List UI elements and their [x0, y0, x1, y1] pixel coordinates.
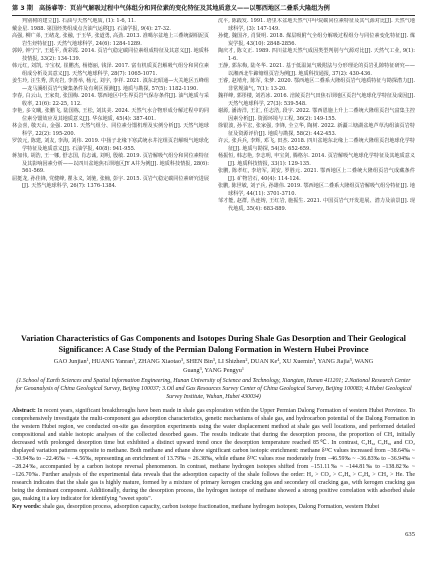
author-name: DUAN Ke	[250, 358, 278, 365]
reference-item: 魏祥峰, 郭彤楼, 刘若冰. 2016. 涪陵页岩气田焦石坝地区页岩气地球化学特征及成因[J]. 天然气地球科学, 27(3): 539-548.	[218, 93, 415, 107]
author-name: YANG Pengyu	[204, 366, 242, 374]
keywords-text: shale gas, desorption process, adsorption capacity, carbon isotope fractionation, methane hydrogen isotopes, Dalong Formation, western Hubei	[42, 504, 380, 510]
reference-item: 邹才能, 赵群, 丛连铸, 王红岩, 施振生. 2021. 中国页岩气开发进展、潜力及前景[J]. 现代地质, 35(4): 683-889.	[218, 198, 415, 212]
author-affiliation-mark: 3	[199, 365, 202, 371]
page-number: 635	[405, 531, 415, 538]
author-affiliation-mark: 3	[181, 357, 184, 362]
author-name: YANG Jiajia	[317, 358, 350, 365]
reference-item: 张鹏, 陈孝红, 李培军, 刘安, 罗胜元. 2021. 鄂西地区上二叠统大隆组页岩气成藏条件[J]. 矿物岩石, 40(4): 114-124.	[218, 168, 415, 182]
reference-item: 徐银波, 孙平宏, 张家强, 李锋, 全立华, 陶树. 2022. 新疆三塘湖盆地芦草沟组油页岩特征及资源评价[J]. 地质与勘探, 58(2): 442-453.	[218, 123, 415, 137]
author-list: GAO Junjian$^1$, HUANG Yanran$^1$, ZHANG Xiaotao$^3$, SHEN Bin$^3$, LI Shizhen$^2$, DUAN Ke$^4$, XU Xuemin$^3$, YANG Jiajia$^3$, WANG Guang$^3$, YANG Pengyu$^1$	[53, 357, 374, 374]
reference-item: 姜生玲, 汪生秀, 洪克岩, 李善举, 杨元, 刘宇, 李祥. 2021. 滇东北昭通—大关地区五峰组—龙马溪组页岩气聚集条件及有利区预测[J]. 地质与勘探, 57(5): 1182-1190.	[12, 78, 209, 92]
reference-item: 罗敦元, 陈建, 刘友, 李海, 刘伟. 2019. 中扬子北缘下寒武统水井沱组页岩解吸气地球化学特征及地质意义[J]. 石油学报, 40(8): 941-955.	[12, 138, 209, 152]
keywords-paragraph	[12, 503, 415, 511]
english-abstract	[12, 407, 415, 527]
header-rule	[12, 15, 415, 16]
reference-item: 许云, 张兵兵, 李辉, 邓飞, 田杰. 2018. 四川盆地东北缘上二叠统大隆组页岩地球化学特征[J]. 地质与勘探, 54(3): 652-659.	[218, 138, 415, 152]
author-affiliation-mark: 4	[277, 357, 280, 362]
author-name: LI Shizhen	[218, 358, 246, 365]
abstract-text: In recent years, significant breakthroughs have been made in shale gas exploration within the Upper Permian Dalong Formation of western Hubei Province. To comprehensively investigate the multi-component gas adsorption characteristics, genetic mechanisms of shale gas, and hydrocarbon potential of the Dalong Formation in the western Hubei region, we conducted on-site gas desorption experiments using the water displacement method at shale gas well locations, and performed detailed compositional and stable isotopic analyses of the collected desorbed gases. The results indicate that during the desorption process, the proportion of CH₄ initially decreased with prolonged desorption time but exhibited a distinct upward trend once the desorption temperature reached 85℃. In contrast, C₂H₆, C₃H₈, and CO₂ displayed variation patterns opposite to methane. Both methane and ethane show significant carbon isotopic enrichment: methane δ¹³C values increased from −38.64‰ ~ −30.94‰ to −22.46‰ ~ −4.56‰, representing an enrichment of 13.79‰ ~ 26.38‰, while ethane δ¹³C values rose moderately from −46.59‰ ~ −36.83‰ to −36.94‰ ~ −28.24‰, accompanied by a carbon isotope reversal phenomenon. In contrast, methane hydrogen isotopes shifted from −151.11‰ ~ −144.81‰ to −138.82‰ ~ −126.70‰. Further analysis of the experimental data reveals that the adsorption capacity of the shale follows the order: H₂ > CO₂ > C₃H₈ > C₂H₆ > CH₄ > He. The research indicates that the shale gas is highly mature, formed by a mixture of primary kerogen cracking gas and secondary oil cracking gas, with kerogen cracking gas being the dominant component. Additionally, during the desorption process, the hydrogen isotope of methane showed a strong positive correlation with adsorbed shale gas, making it a key indicator for identifying "sweet spots".	[12, 408, 415, 502]
abstract-label: Abstract:	[12, 408, 36, 414]
reference-item: 陶庆才, 陈文正. 1989. 四川盆地天然气成因类型判别与气源对比[J]. 天然气工业, 9(1): 1-6.	[218, 48, 415, 62]
reference-item: 蒋加伟, 胡浩, 王一娜, 舒志国, 肖志诚, 刘明, 殷敏. 2019. 页岩解吸气组分和同位素特征及其影响因素分析——以四川盆地焦石坝地区JY A井为例[J]. 地质科技情报, 28(6): 561-569.	[12, 153, 209, 174]
reference-item: 王静, 郭东梅, 陆冬华. 2021. 基于低温氮气吸附法与分形理论的页岩孔隙特征研究——以湘西北牛蹄塘组页岩为例[J]. 地质科技通报, 37(2): 430-436.	[218, 63, 415, 77]
reference-item: 张鹏, 陈世敏, 刘子兵, 孙雄伟. 2019. 鄂西地区二叠系大隆组页岩解吸气组分特征[J]. 地球科学, 44(11): 3701-3710.	[218, 183, 415, 197]
reference-item: 李春, 白云山, 王家贵, 张国梅. 2014. 鄂西地区中生界页岩气保存条件[J]. 油气地质与采收率, 21(6): 22-25, 112.	[12, 93, 209, 107]
author-affiliation-mark: 3	[212, 357, 215, 362]
reference-item: 高强, 柳广弟, 王绪龙, 张融, 于玉华, 张道勇, 高劲. 2013. 准噶尔盆地上三叠统湖相泥页岩生烃特征[J]. 天然气地球科学, 24(6): 1284-1289.	[12, 33, 209, 47]
abstract-paragraph	[12, 407, 415, 503]
author-name: HUANG Yanran	[91, 358, 134, 365]
reference-item: 杨振恒, 韩志艳, 李志明, 申宝剑, 腾格尔. 2014. 页岩解吸气地球化学特征及其地质意义[J]. 地质科技情报, 33(1): 129-135.	[218, 153, 415, 167]
author-affiliation-mark: 1	[133, 357, 136, 362]
reference-item: 韩元红, 刘凯, 辛宝权, 崔鹏杰, 杨德丽, 钱泽. 2017. 富有机质页岩解吸气组分和同位素组成分析及其意义[J]. 天然气地球科学, 28(7): 1065-1071.	[12, 63, 209, 77]
references-left-column	[12, 18, 209, 319]
english-title: Variation Characteristics of Gas Components and Isotopes During Shale Gas Desorption and Their Geological Significance: A Case Study of the Permian Dalong Formation in Western Hubei Province	[21, 334, 406, 354]
reference-item: 戴金星. 1988. 第国烃类组成点含油气运移[J]. 石油学报, 9(4): 27-32.	[12, 25, 171, 32]
author-affiliation-mark: 3	[349, 357, 352, 362]
reference-item: 屈挺龙, 孙佳锋, 党健峰, 瞿永义, 刘驰, 张楠, 彭宇. 2015. 页岩气稳定碳同位素研究进展[J]. 天然气地球科学, 26(7): 1376-1384.	[12, 175, 209, 189]
reference-item: 林会喜, 敬天山, 金强. 2011. 天然气组分、同位素分馏机理及实例分析[J]. 天然气地球科学, 22(2): 195-200.	[12, 123, 209, 137]
reference-item: 谢源, 潘涛洋, 王汇, 任志浩, 段宇. 2022. 鄂西恩施上升上二叠统大隆组页岩气富集主控因素分析[J]. 资源环境与工程, 36(2): 149-155.	[218, 108, 415, 122]
reference-item: 沈平, 陈践发. 1991. 塔里木盆地天然气中甲烷碳同位素特征及其气源对比[J]. 天然气地球科学, (3): 147-149.	[218, 18, 415, 32]
reference-item: 判别树的建立[J]. 石油与天然气地质, (1): 1-6, 11.	[22, 18, 136, 24]
author-affiliation-mark: 1	[241, 365, 244, 371]
reference-item: 孙健, 魏国齐, 肖贤明. 2018. 煤层吸附气全组分解吸过程组分与同位素变化特征[J]. 煤炭学报, 43(10): 2848-2856.	[218, 33, 415, 47]
references-right-column	[218, 18, 415, 319]
author-affiliation-mark: 2	[245, 357, 248, 362]
author-name: WANG Guang	[183, 358, 374, 374]
issue-number: 第 3 期	[12, 5, 33, 12]
author-name: ZHANG Xiaotao	[138, 358, 182, 365]
running-title: 高扬睿等：页岩气解吸过程中气体组分和同位素的变化特征及其地质意义——以鄂西地区二叠系大隆组为例	[39, 5, 330, 12]
reference-item: 李艳, 多文曦, 张鹏飞, 陆国栋, 王松, 刘其美. 2024. 天然气水合物形成分解过程中的同位素分馏效应及其地质意义[J]. 华东地质, 45(4): 387-401.	[12, 108, 209, 122]
reference-item: 郭婷, 钟宁宁, 王延平, 黄彩霞. 2014. 页岩气稳定碳同位素组成特征及其意义[J]. 地质科技情报, 33(2): 134-139.	[12, 48, 209, 62]
keywords-label: Key words:	[12, 504, 41, 510]
author-name: XU Xuemin	[282, 358, 313, 365]
author-affiliations: (1.School of Earth Sciences and Spatial Information Engineering, Hunan University of Science and Technology, Xiangtan, Hunan 411201; 2.National Research Center for Geoanalysis of China Geological Survey, Beijing 100037; 3.Oil and Gas Resources Survey Center of China Geological Survey, Beijing 100083; 4.Hubei Geological Survey Institute, Wuhan, Hubei 430034)	[15, 378, 412, 400]
running-header	[12, 4, 415, 14]
reference-item: 王睿, 赵靖舟, 陈军, 朱梦. 2020. 鄂西地区二叠系大隆组页岩气地质特征与勘探潜力[J]. 非常规油气, 7(1): 13-20.	[218, 78, 415, 92]
author-affiliation-mark: 3	[312, 357, 315, 362]
author-name: SHEN Bin	[186, 358, 213, 365]
author-name: GAO Junjian	[53, 358, 87, 365]
author-affiliation-mark: 1	[86, 357, 89, 362]
